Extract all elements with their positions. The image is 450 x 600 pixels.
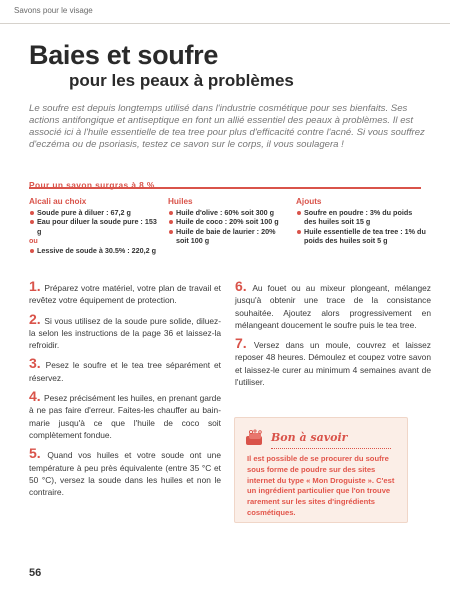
addition-item: Soufre en poudre : 3% du poids des huiles soit 15 g xyxy=(296,208,426,227)
tip-box xyxy=(234,417,408,523)
step-4 xyxy=(29,390,221,441)
oil-item: Huile de coco : 20% soit 100 g xyxy=(168,217,286,227)
step-number: 2. xyxy=(29,310,41,327)
step-text: Si vous utilisez de la soude pure solide, diluez-la selon les instructions de la page 36 et laissez-la refroidir. xyxy=(29,315,221,351)
tip-header xyxy=(245,427,395,451)
steps-column-left xyxy=(29,280,221,504)
additions-list xyxy=(296,208,426,246)
tip-label: Bon à savoir xyxy=(271,431,348,444)
step-number: 4. xyxy=(29,388,41,405)
step-text: Quand vos huiles et votre soude ont une température à peu près équivalente (entre 35 °C et 50 °C), versez la soude dans les huiles et non le contraire. xyxy=(29,450,221,498)
oils-title: Huiles xyxy=(168,197,193,206)
alkali-list xyxy=(29,208,157,237)
running-header xyxy=(0,0,450,24)
alkali-item: Eau pour diluer la soude pure : 153 g xyxy=(29,217,157,236)
step-text: Préparez votre matériel, votre plan de travail et revêtez votre équipement de protection. xyxy=(29,283,221,306)
recipe-heading-bar xyxy=(29,175,421,189)
page-number: 56 xyxy=(29,567,42,579)
step-6 xyxy=(235,280,431,331)
step-text: Pesez le soufre et le tea tree séparément et réservez. xyxy=(29,360,222,383)
step-text: Versez dans un moule, couvrez et laissez reposer 48 heures. Démoulez et coupez votre savon et laissez-le curer au minimum 4 semaines avant de l'utiliser. xyxy=(235,340,431,388)
step-number: 5. xyxy=(29,445,41,462)
tip-divider xyxy=(271,448,391,449)
step-3 xyxy=(29,357,221,384)
alkali-alt-list xyxy=(29,246,157,256)
soap-icon xyxy=(245,429,265,447)
ingredients-alkali xyxy=(29,197,157,256)
oil-item: Huile d'olive : 60% soit 300 g xyxy=(168,208,286,218)
ingredients-oils xyxy=(168,197,286,246)
ingredients-additions xyxy=(296,197,426,246)
steps-column-right xyxy=(235,280,431,394)
alkali-alt-item: Lessive de soude à 30.5% : 220,2 g xyxy=(29,246,157,256)
step-number: 3. xyxy=(29,355,41,372)
section-label: Savons pour le visage xyxy=(14,6,93,15)
step-number: 1. xyxy=(29,278,41,294)
intro-paragraph: Le soufre est depuis longtemps utilisé dans l'industrie cosmétique pour ses bienfaits. Ses actions antifongique et antiseptique en font un allié essentiel des peaux à problèmes. Il est associé ici à l'huile essentielle de tea tree pour plus d'efficacité contre l'acné. Si vous souffrez d'eczéma ou de psoriasis, testez ce savon sur le corps, il vous soulagera ! xyxy=(29,103,425,150)
step-1 xyxy=(29,280,221,307)
step-7 xyxy=(235,337,431,388)
additions-title: Ajouts xyxy=(296,197,322,206)
alkali-item: Soude pure à diluer : 67,2 g xyxy=(29,208,157,218)
addition-item: Huile essentielle de tea tree : 1% du poids des huiles soit 5 g xyxy=(296,227,426,246)
step-2 xyxy=(29,310,221,352)
oil-item: Huile de baie de laurier : 20% soit 100 g xyxy=(168,227,286,246)
step-5 xyxy=(29,447,221,498)
recipe-heading: Pour un savon surgras à 8 % xyxy=(29,180,155,190)
alkali-title: Alcali au choix xyxy=(29,197,87,206)
step-number: 7. xyxy=(235,335,247,352)
alkali-or: ou xyxy=(29,236,38,246)
step-text: Pesez précisément les huiles, en prenant garde à ne pas faire d'erreur. Faites-les chauffer au bain-marie jusqu'à ce que l'huile de coco soit complètement fondue. xyxy=(29,393,221,440)
oils-list xyxy=(168,208,286,246)
step-number: 6. xyxy=(235,278,247,294)
step-text: Au fouet ou au mixeur plongeant, mélangez jusqu'à obtenir une trace de la consistance souhaitée. Ajoutez alors progressivement en mélangeant doucement le soufre puis le tea tree. xyxy=(235,283,431,330)
page-subtitle: pour les peaux à problèmes xyxy=(69,71,294,90)
page-title: Baies et soufre xyxy=(29,40,219,70)
tip-text: Il est possible de se procurer du soufre sous forme de poudre sur des sites internet du type « Mon Droguiste ». C'est un ingrédient particulier que l'on trouve rarement sur les sites d'ingrédients cosmétiques. xyxy=(247,454,395,517)
